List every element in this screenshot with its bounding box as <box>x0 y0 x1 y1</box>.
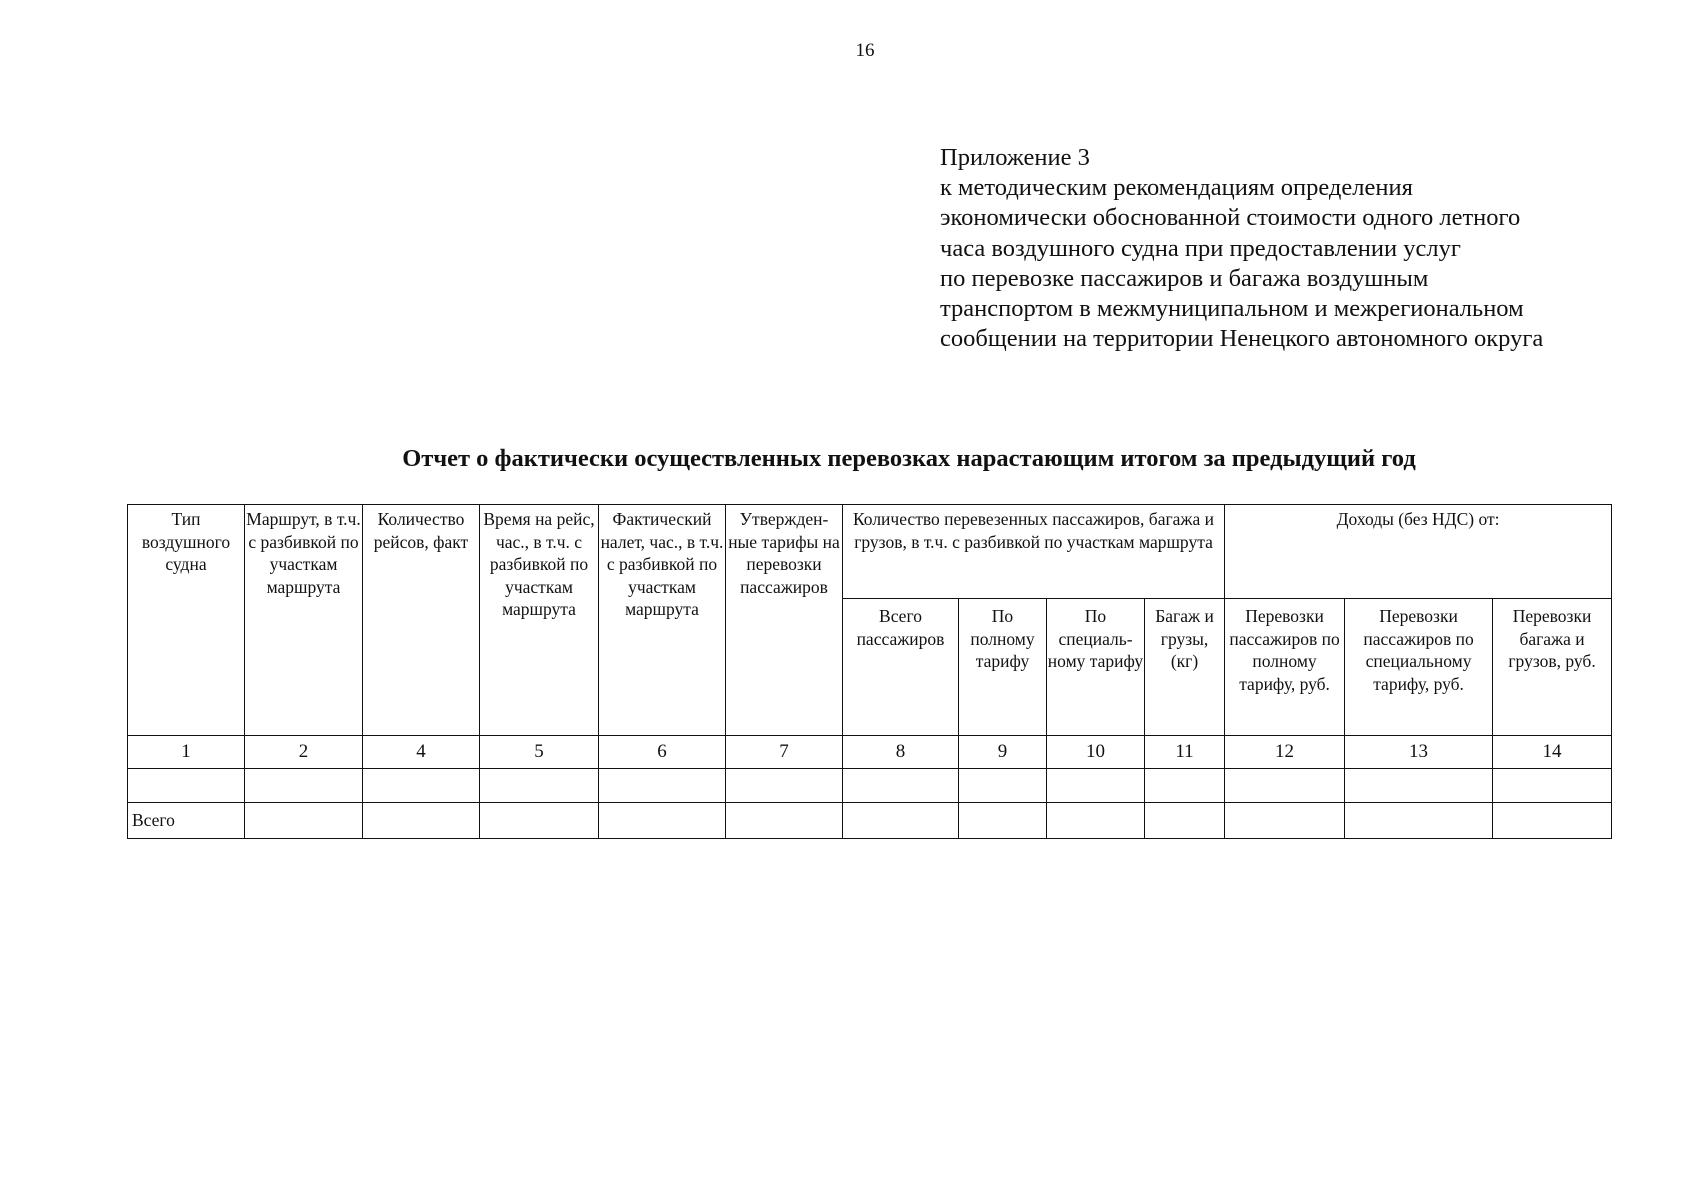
total-row <box>128 803 1612 839</box>
empty-cell <box>363 769 480 803</box>
header-income-full: Перевозки пассажиров по полному тарифу, руб. <box>1225 599 1345 736</box>
column-number: 7 <box>726 736 843 769</box>
header-flights-count: Количество рейсов, факт <box>363 505 480 736</box>
appendix-line: Приложение 3 <box>940 144 1090 171</box>
column-number: 5 <box>480 736 599 769</box>
header-actual-hours: Фактический налет, час., в т.ч. с разбивкой по участкам маршрута <box>599 505 726 736</box>
report-table <box>127 504 1612 839</box>
empty-cell <box>1225 803 1345 839</box>
column-number: 2 <box>245 736 363 769</box>
table-row <box>128 769 1612 803</box>
header-transported-group: Количество перевезенных пассажиров, багажа и грузов, в т.ч. с разбивкой по участкам маршрута <box>843 505 1225 599</box>
empty-cell <box>1145 803 1225 839</box>
empty-cell <box>245 803 363 839</box>
header-income-special: Перевозки пассажиров по специальному тарифу, руб. <box>1345 599 1493 736</box>
empty-cell <box>1145 769 1225 803</box>
empty-cell <box>599 769 726 803</box>
appendix-line: к методическим рекомендациям определения <box>940 174 1413 202</box>
appendix-line: часа воздушного судна при предоставлении услуг <box>940 234 1461 262</box>
empty-cell <box>1345 769 1493 803</box>
empty-cell <box>1493 803 1612 839</box>
appendix-line: по перевозке пассажиров и багажа воздушным <box>940 264 1429 292</box>
header-special-tariff: По специаль-ному тарифу <box>1047 599 1145 736</box>
empty-cell <box>480 769 599 803</box>
column-number: 4 <box>363 736 480 769</box>
page-number: 16 <box>855 40 875 61</box>
empty-cell <box>1493 769 1612 803</box>
column-number: 9 <box>959 736 1047 769</box>
empty-cell <box>1047 803 1145 839</box>
column-number: 11 <box>1145 736 1225 769</box>
empty-cell <box>959 769 1047 803</box>
column-number: 1 <box>128 736 245 769</box>
column-number: 12 <box>1225 736 1345 769</box>
header-route: Маршрут, в т.ч. с разбивкой по участкам маршрута <box>245 505 363 736</box>
header-income-group: Доходы (без НДС) от: <box>1225 505 1612 599</box>
header-full-tariff: По полному тарифу <box>959 599 1047 736</box>
report-title: Отчет о фактически осуществленных перевозках нарастающим итогом за предыдущий год <box>402 445 1416 472</box>
empty-cell <box>128 769 245 803</box>
header-approved-tariffs: Утвержден-ные тарифы на перевозки пассажиров <box>726 505 843 736</box>
empty-cell <box>1047 769 1145 803</box>
header-aircraft-type: Тип воздушного судна <box>128 505 245 736</box>
empty-cell <box>959 803 1047 839</box>
total-label: Всего <box>128 803 245 839</box>
appendix-line: транспортом в межмуниципальном и межрегиональном <box>940 295 1524 323</box>
appendix-note <box>940 143 1680 354</box>
empty-cell <box>843 803 959 839</box>
header-flight-time: Время на рейс, час., в т.ч. с разбивкой по участкам маршрута <box>480 505 599 736</box>
column-number-row <box>128 736 1612 769</box>
empty-cell <box>363 803 480 839</box>
appendix-line: сообщении на территории Ненецкого автономного округа <box>940 325 1544 353</box>
column-number: 8 <box>843 736 959 769</box>
header-total-passengers: Всего пассажиров <box>843 599 959 736</box>
empty-cell <box>599 803 726 839</box>
empty-cell <box>245 769 363 803</box>
empty-cell <box>1225 769 1345 803</box>
header-baggage-cargo: Багаж и грузы, (кг) <box>1145 599 1225 736</box>
empty-cell <box>1345 803 1493 839</box>
empty-cell <box>843 769 959 803</box>
column-number: 10 <box>1047 736 1145 769</box>
empty-cell <box>480 803 599 839</box>
header-income-baggage: Перевозки багажа и грузов, руб. <box>1493 599 1612 736</box>
column-number: 14 <box>1493 736 1612 769</box>
appendix-line: экономически обоснованной стоимости одного летного <box>940 204 1521 232</box>
column-number: 13 <box>1345 736 1493 769</box>
empty-cell <box>726 769 843 803</box>
header-row-top <box>128 505 1612 599</box>
column-number: 6 <box>599 736 726 769</box>
empty-cell <box>726 803 843 839</box>
